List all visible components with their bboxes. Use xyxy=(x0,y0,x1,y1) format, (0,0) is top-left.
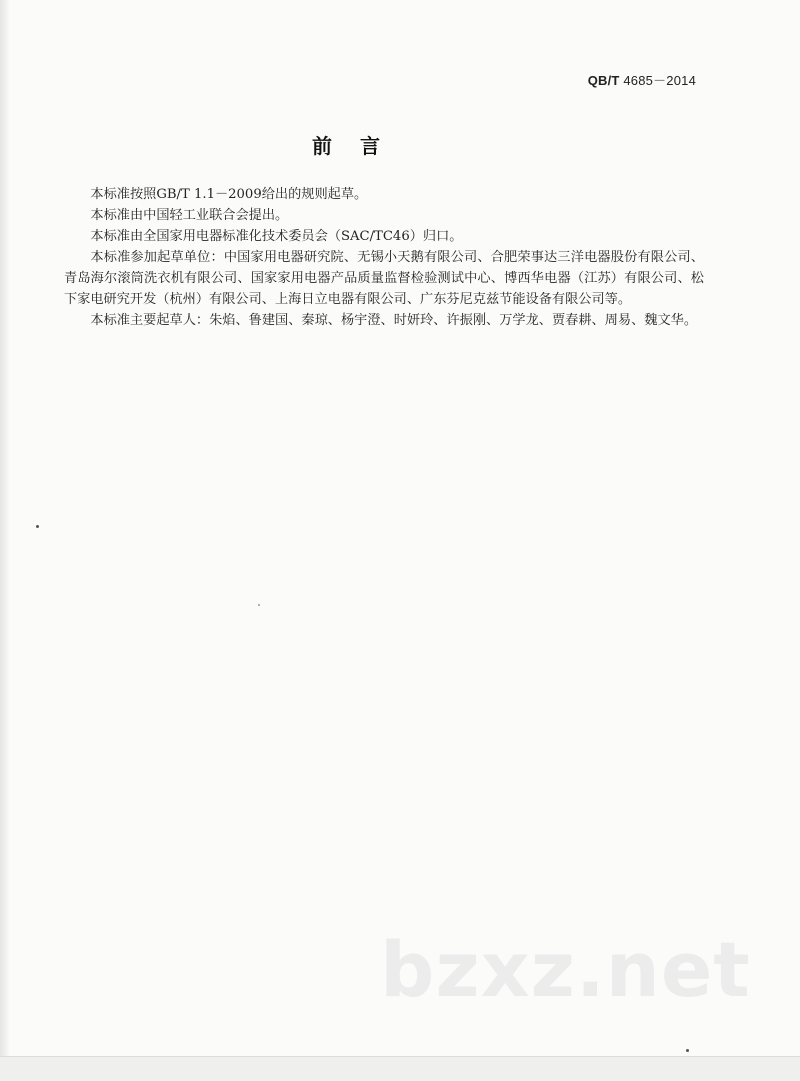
paragraph-drafting-rules: 本标准按照GB/T 1.1－2009给出的规则起草。 xyxy=(90,187,368,202)
scan-speck xyxy=(686,1049,689,1052)
scan-shadow xyxy=(0,0,10,1080)
paragraph-drafting-units: 本标准参加起草单位：中国家用电器研究院、无锡小天鹅有限公司、合肥荣事达三洋电器股份有限公司、青岛海尔滚筒洗衣机有限公司、国家家用电器产品质量监督检验测试中心、博西华电器（江苏）有限公司、松下家电研究开发（杭州）有限公司、上海日立电器有限公司、广东芬尼克兹节能设备有限公司等。 xyxy=(64,250,704,307)
standard-code xyxy=(588,70,696,89)
standard-number: 4685－2014 xyxy=(623,73,696,88)
paragraph-administrator: 本标准由全国家用电器标准化技术委员会（SAC/TC46）归口。 xyxy=(90,229,463,244)
foreword-body xyxy=(64,184,704,331)
page-bottom-edge xyxy=(0,1056,800,1081)
standard-prefix: QB/T xyxy=(587,73,620,88)
scan-speck xyxy=(36,525,39,528)
scan-speck xyxy=(258,604,260,606)
watermark: bzxz.net xyxy=(380,925,751,1014)
paragraph-drafters: 本标准主要起草人：朱焰、鲁建国、秦琼、杨宇澄、时妍玲、许振刚、万学龙、贾春耕、周易、魏文华。 xyxy=(90,313,698,328)
paragraph-proposer: 本标准由中国轻工业联合会提出。 xyxy=(90,208,289,223)
page-title: 前言 xyxy=(312,134,408,158)
